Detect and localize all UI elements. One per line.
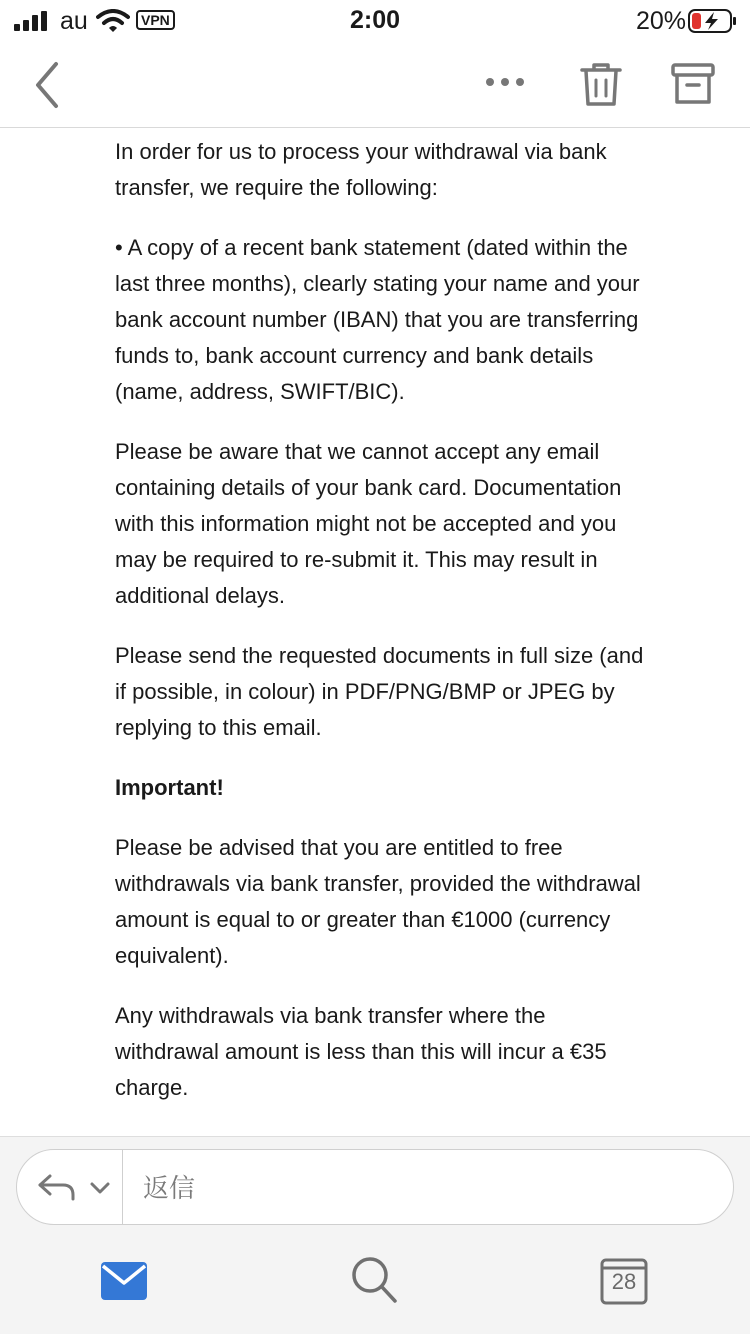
email-paragraph: Please be advised that you are entitled to free withdrawals via bank transfer, provided the withdrawal amount is equal to or greater than €1000 (currency equivalent). bbox=[115, 835, 641, 968]
reply-options-button[interactable] bbox=[17, 1150, 123, 1224]
status-bar bbox=[0, 0, 750, 40]
chevron-down-icon bbox=[89, 1180, 111, 1196]
reply-input[interactable]: 返信 bbox=[143, 1173, 196, 1203]
battery-icon bbox=[688, 9, 736, 33]
email-paragraph: Please send the requested documents in full size (and if possible, in colour) in PDF/PNG/BMP or JPEG by replying to this email. bbox=[115, 643, 644, 740]
email-body[interactable] bbox=[0, 130, 750, 1136]
search-icon bbox=[350, 1255, 398, 1305]
vpn-badge: VPN bbox=[136, 10, 175, 30]
email-paragraph: Please be aware that we cannot accept any email containing details of your bank card. Documentation with this information might not be accepted and you may be required to re-submit it. This may result in additional delays. bbox=[115, 439, 622, 608]
tab-bar bbox=[0, 1247, 750, 1327]
battery-percent: 20% bbox=[635, 7, 686, 35]
tab-calendar[interactable] bbox=[600, 1257, 648, 1305]
email-paragraph: In order for us to process your withdrawal via bank transfer, we require the following: bbox=[115, 139, 607, 200]
archive-button[interactable] bbox=[670, 62, 716, 106]
email-content bbox=[115, 134, 645, 1130]
more-button[interactable] bbox=[480, 70, 530, 94]
trash-icon bbox=[578, 60, 624, 108]
tab-mail[interactable] bbox=[100, 1261, 148, 1301]
reply-bar[interactable] bbox=[16, 1149, 734, 1225]
calendar-day: 28 bbox=[611, 1269, 637, 1294]
email-paragraph: Any withdrawals via bank transfer where the withdrawal amount is less than this will incur a €35 charge. bbox=[115, 1003, 607, 1100]
mail-icon bbox=[100, 1261, 148, 1301]
email-paragraph: • A copy of a recent bank statement (dated within the last three months), clearly stating your name and your bank account number (IBAN) that you are transferring funds to, bank account currency and bank details (name, address, SWIFT/BIC). bbox=[115, 235, 640, 404]
tab-search[interactable] bbox=[350, 1255, 398, 1305]
archive-icon bbox=[670, 62, 716, 106]
nav-bar bbox=[0, 40, 750, 128]
reply-icon bbox=[37, 1172, 77, 1202]
delete-button[interactable] bbox=[578, 60, 624, 108]
back-icon bbox=[26, 60, 66, 110]
back-button[interactable] bbox=[26, 60, 66, 110]
carrier-name: au bbox=[60, 7, 88, 35]
more-icon bbox=[480, 70, 530, 94]
bottom-area bbox=[0, 1136, 750, 1334]
status-time: 2:00 bbox=[349, 6, 401, 34]
email-heading: Important! bbox=[115, 775, 224, 800]
